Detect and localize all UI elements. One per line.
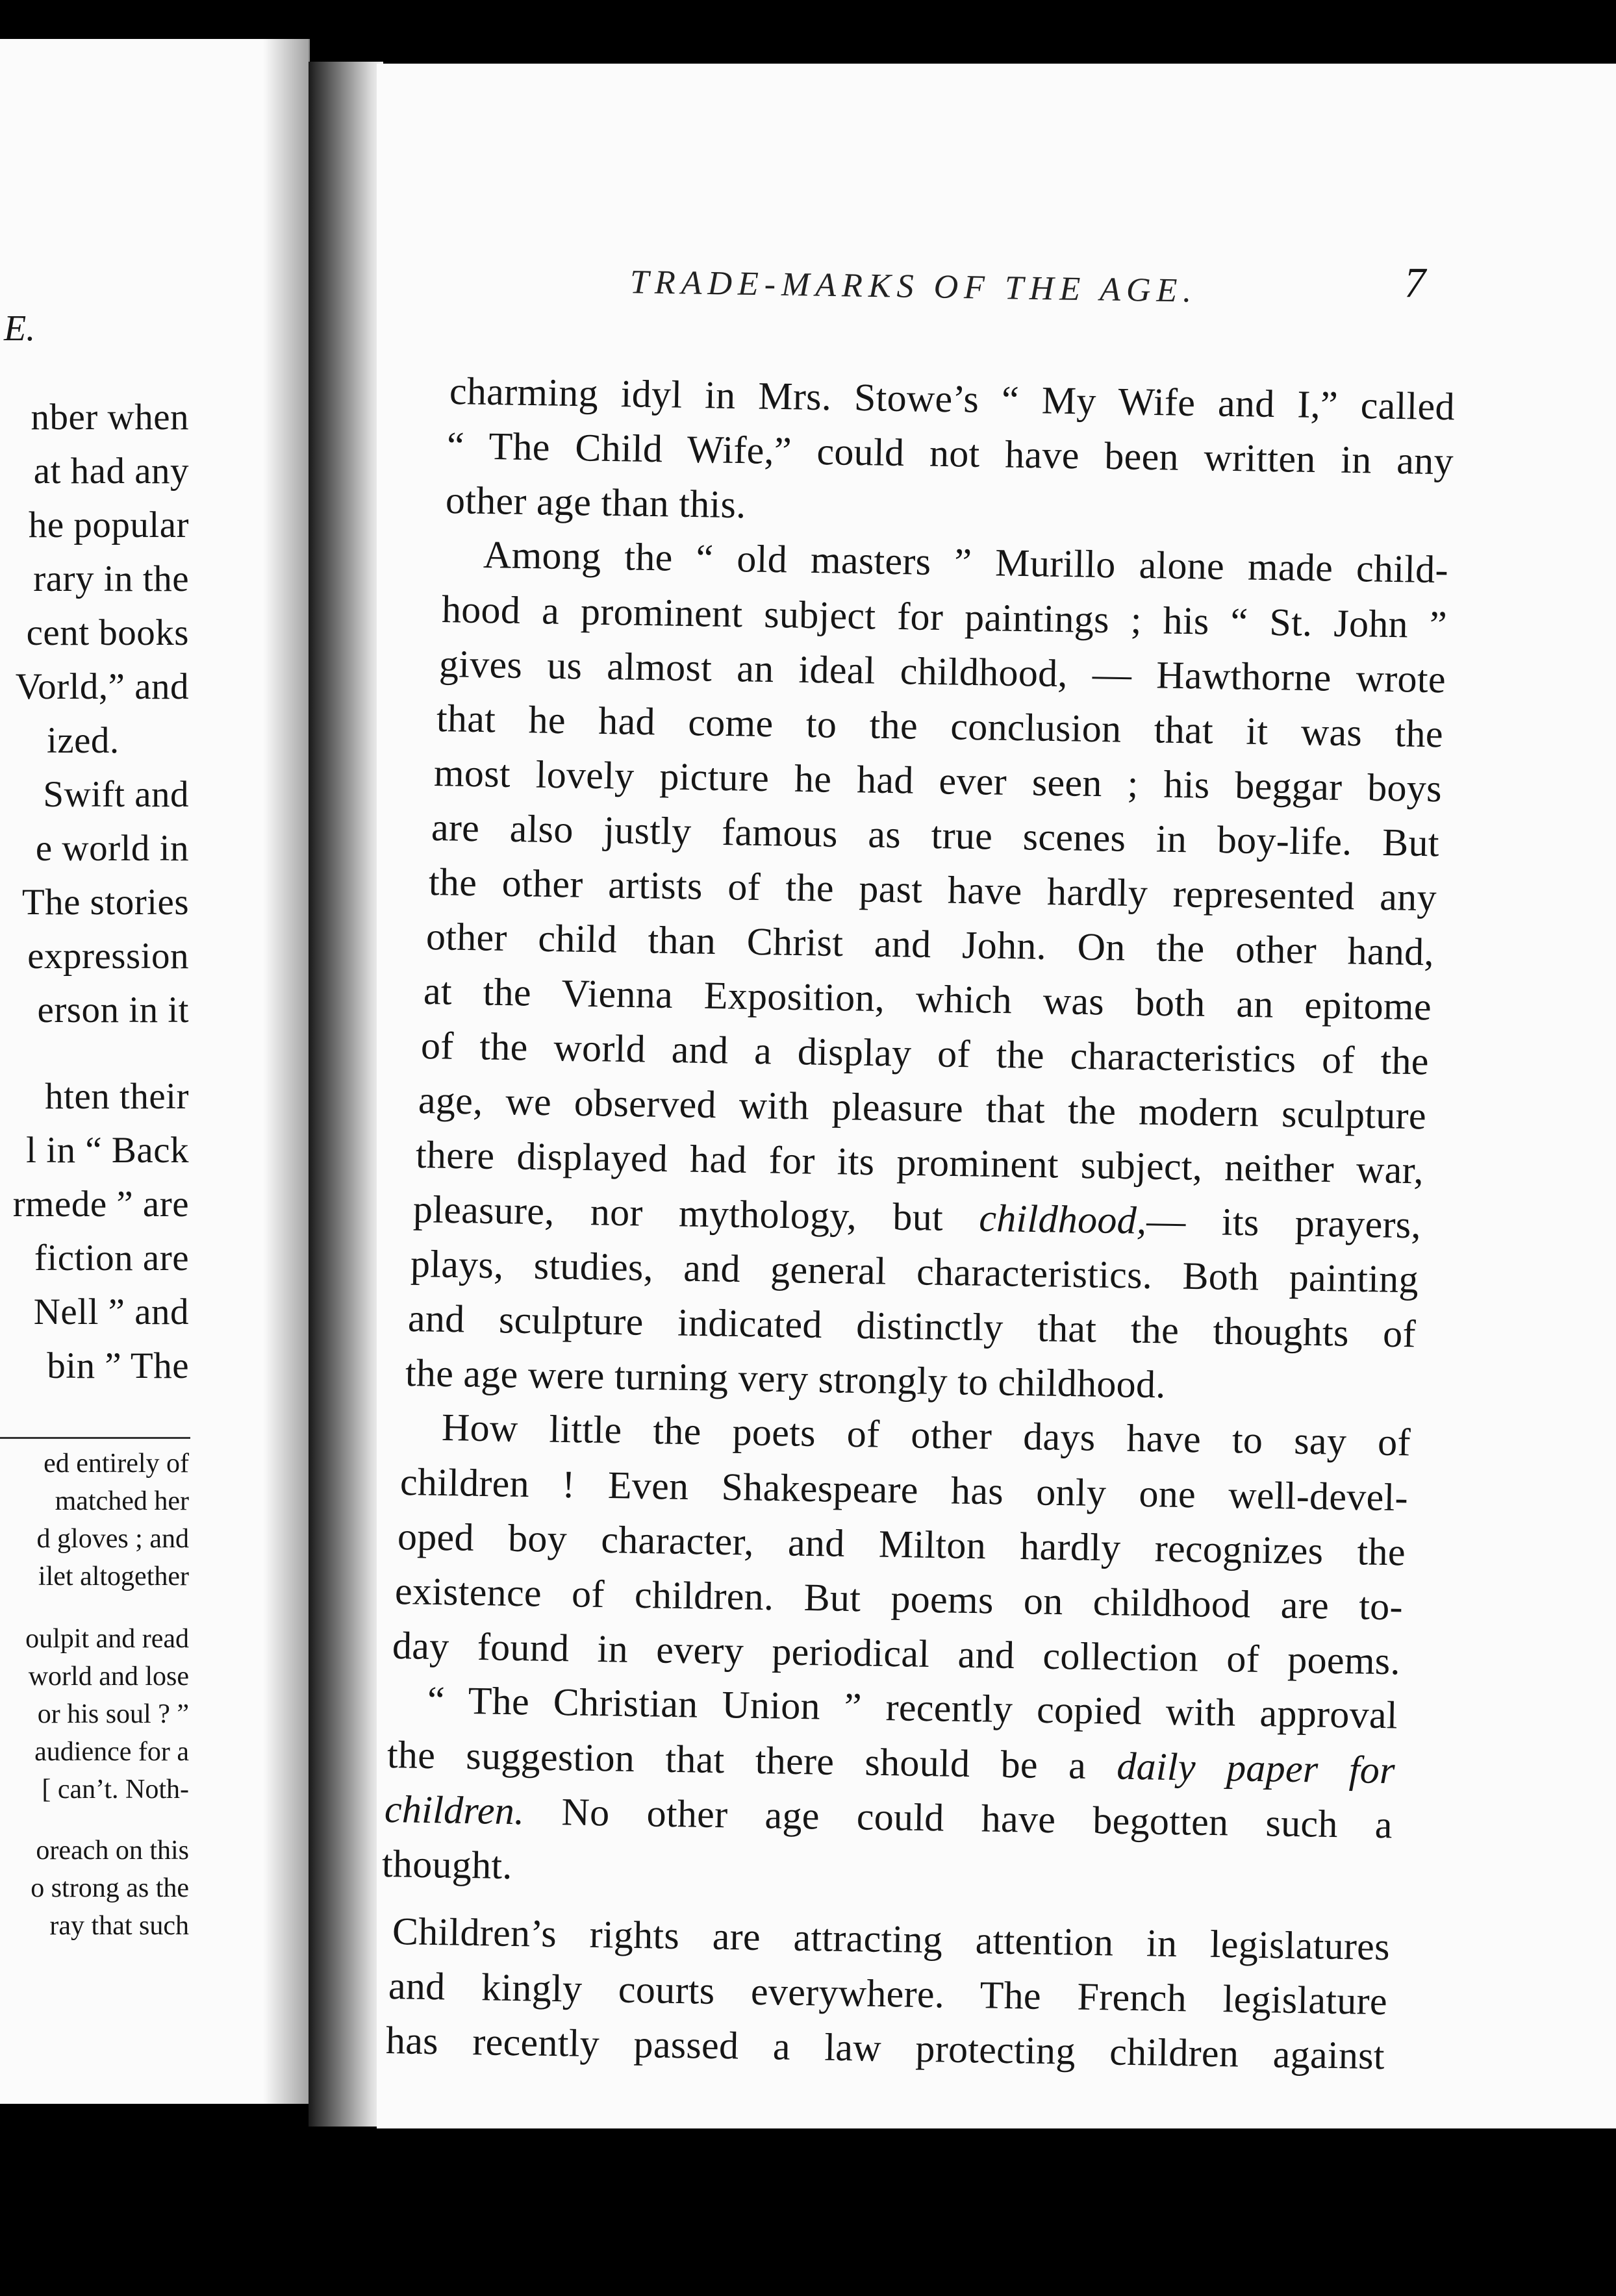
body-line-mixed bbox=[386, 1732, 1395, 1793]
body-line: that he had come to the conclusion that it was the bbox=[436, 697, 1444, 756]
left-text-line: The stories bbox=[21, 882, 189, 923]
left-text-line: rary in the bbox=[33, 558, 189, 599]
body-line: there displayed had for its prominent subject, neither war, bbox=[415, 1133, 1424, 1192]
body-text-span: the suggestion that there should be a bbox=[386, 1733, 1087, 1787]
left-footnote-line: matched her bbox=[55, 1486, 189, 1516]
body-line: hood a prominent subject for paintings ; his “ St. John ” bbox=[441, 588, 1448, 647]
right-page bbox=[377, 64, 1616, 2128]
body-line: thought. bbox=[381, 1842, 513, 1888]
emphasis-span: daily paper for bbox=[1116, 1744, 1396, 1792]
body-line: plays, studies, and general characteristics. Both painting bbox=[410, 1242, 1419, 1301]
left-footnote-line: audience for a bbox=[34, 1737, 189, 1767]
emphasis-span: children. bbox=[384, 1788, 525, 1833]
body-line: and sculpture indicated distinctly that the thoughts of bbox=[407, 1297, 1417, 1356]
left-text-line: nber when bbox=[31, 397, 189, 438]
body-text-span: No other age could have begotten such a bbox=[561, 1790, 1393, 1847]
body-line: the other artists of the past have hardly represented any bbox=[428, 860, 1437, 919]
left-text-line: e world in bbox=[35, 828, 189, 869]
left-text-line: cent books bbox=[26, 612, 189, 653]
body-line: Among the “ old masters ” Murillo alone made child- bbox=[483, 533, 1449, 592]
body-line: has recently passed a law protecting children against bbox=[385, 2019, 1385, 2078]
book-gutter-shadow bbox=[309, 62, 383, 2127]
left-footnote-line: oreach on this bbox=[36, 1836, 189, 1866]
left-footnote-line: or his soul ? ” bbox=[37, 1699, 189, 1729]
left-footnote-line: [ can’t. Noth- bbox=[42, 1775, 189, 1804]
left-text-line: bin ” The bbox=[47, 1345, 189, 1386]
left-footnote-line: d gloves ; and bbox=[36, 1524, 189, 1554]
body-line: the age were turning very strongly to childhood. bbox=[405, 1351, 1167, 1406]
body-line: day found in every periodical and collection of poems. bbox=[392, 1624, 1401, 1683]
body-line: other child than Christ and John. On the other hand, bbox=[425, 915, 1435, 974]
left-page bbox=[0, 39, 310, 2104]
left-text-line: hten their bbox=[45, 1076, 189, 1117]
body-line: oped boy character, and Milton hardly recognizes the bbox=[397, 1515, 1406, 1574]
left-footnote-line: world and lose bbox=[28, 1662, 189, 1691]
body-line: “ The Christian Union ” recently copied with approval bbox=[427, 1678, 1398, 1737]
body-line: age, we observed with pleasure that the modern sculpture bbox=[418, 1079, 1427, 1138]
footnote-rule bbox=[0, 1437, 190, 1439]
body-line: charming idyl in Mrs. Stowe’s “ My Wife and I,” called bbox=[449, 369, 1456, 429]
left-footnote-line: o strong as the bbox=[31, 1873, 189, 1903]
body-text-span: — its prayers, bbox=[1146, 1199, 1422, 1247]
left-text-line: Swift and bbox=[43, 774, 189, 815]
left-footnote-line: ed entirely of bbox=[44, 1449, 189, 1479]
body-line-mixed bbox=[412, 1187, 1421, 1247]
left-text-line: l in “ Back bbox=[26, 1130, 189, 1171]
body-line: children ! Even Shakespeare has only one well-devel- bbox=[399, 1460, 1409, 1519]
page-number: 7 bbox=[1404, 259, 1426, 306]
emphasis-span: childhood, bbox=[978, 1196, 1147, 1242]
left-text-line: Vorld,” and bbox=[15, 666, 189, 707]
left-running-head-fragment: E. bbox=[4, 308, 36, 349]
left-footnote-line: ray that such bbox=[49, 1911, 189, 1941]
left-text-line: fiction are bbox=[34, 1238, 189, 1279]
running-head: TRADE-MARKS OF THE AGE. bbox=[629, 264, 1198, 310]
left-footnote-line: ilet altogether bbox=[38, 1562, 189, 1591]
body-line: other age than this. bbox=[445, 479, 747, 527]
body-line: of the world and a display of the characteristics of the bbox=[420, 1024, 1430, 1083]
body-line: most lovely picture he had ever seen ; his beggar boys bbox=[433, 751, 1443, 810]
left-text-line: Nell ” and bbox=[33, 1292, 189, 1332]
body-line: are also justly famous as true scenes in boy-life. But bbox=[431, 806, 1440, 865]
body-line: at the Vienna Exposition, which was both an epitome bbox=[423, 969, 1432, 1029]
body-line: and kingly courts everywhere. The French legislature bbox=[388, 1964, 1388, 2023]
left-footnote-line: oulpit and read bbox=[25, 1624, 189, 1654]
left-text-line: he popular bbox=[28, 505, 189, 545]
body-line: Children’s rights are attracting attention in legislatures bbox=[392, 1910, 1391, 1969]
left-page-gutter-shadow bbox=[263, 39, 309, 2104]
body-text-span: pleasure, nor mythology, but bbox=[412, 1188, 944, 1239]
body-line: gives us almost an ideal childhood, — Hawthorne wrote bbox=[438, 642, 1446, 701]
body-line: “ The Child Wife,” could not have been written in any bbox=[446, 424, 1454, 483]
body-line-mixed bbox=[384, 1787, 1393, 1847]
body-line: existence of children. But poems on childhood are to- bbox=[394, 1569, 1404, 1628]
left-text-line: erson in it bbox=[37, 990, 189, 1030]
left-text-line: ized. bbox=[47, 720, 120, 761]
left-text-line: rmede ” are bbox=[12, 1184, 189, 1225]
left-text-line: at had any bbox=[33, 451, 189, 492]
left-text-line: expression bbox=[27, 936, 189, 977]
body-line: How little the poets of other days have to say of bbox=[441, 1406, 1411, 1464]
